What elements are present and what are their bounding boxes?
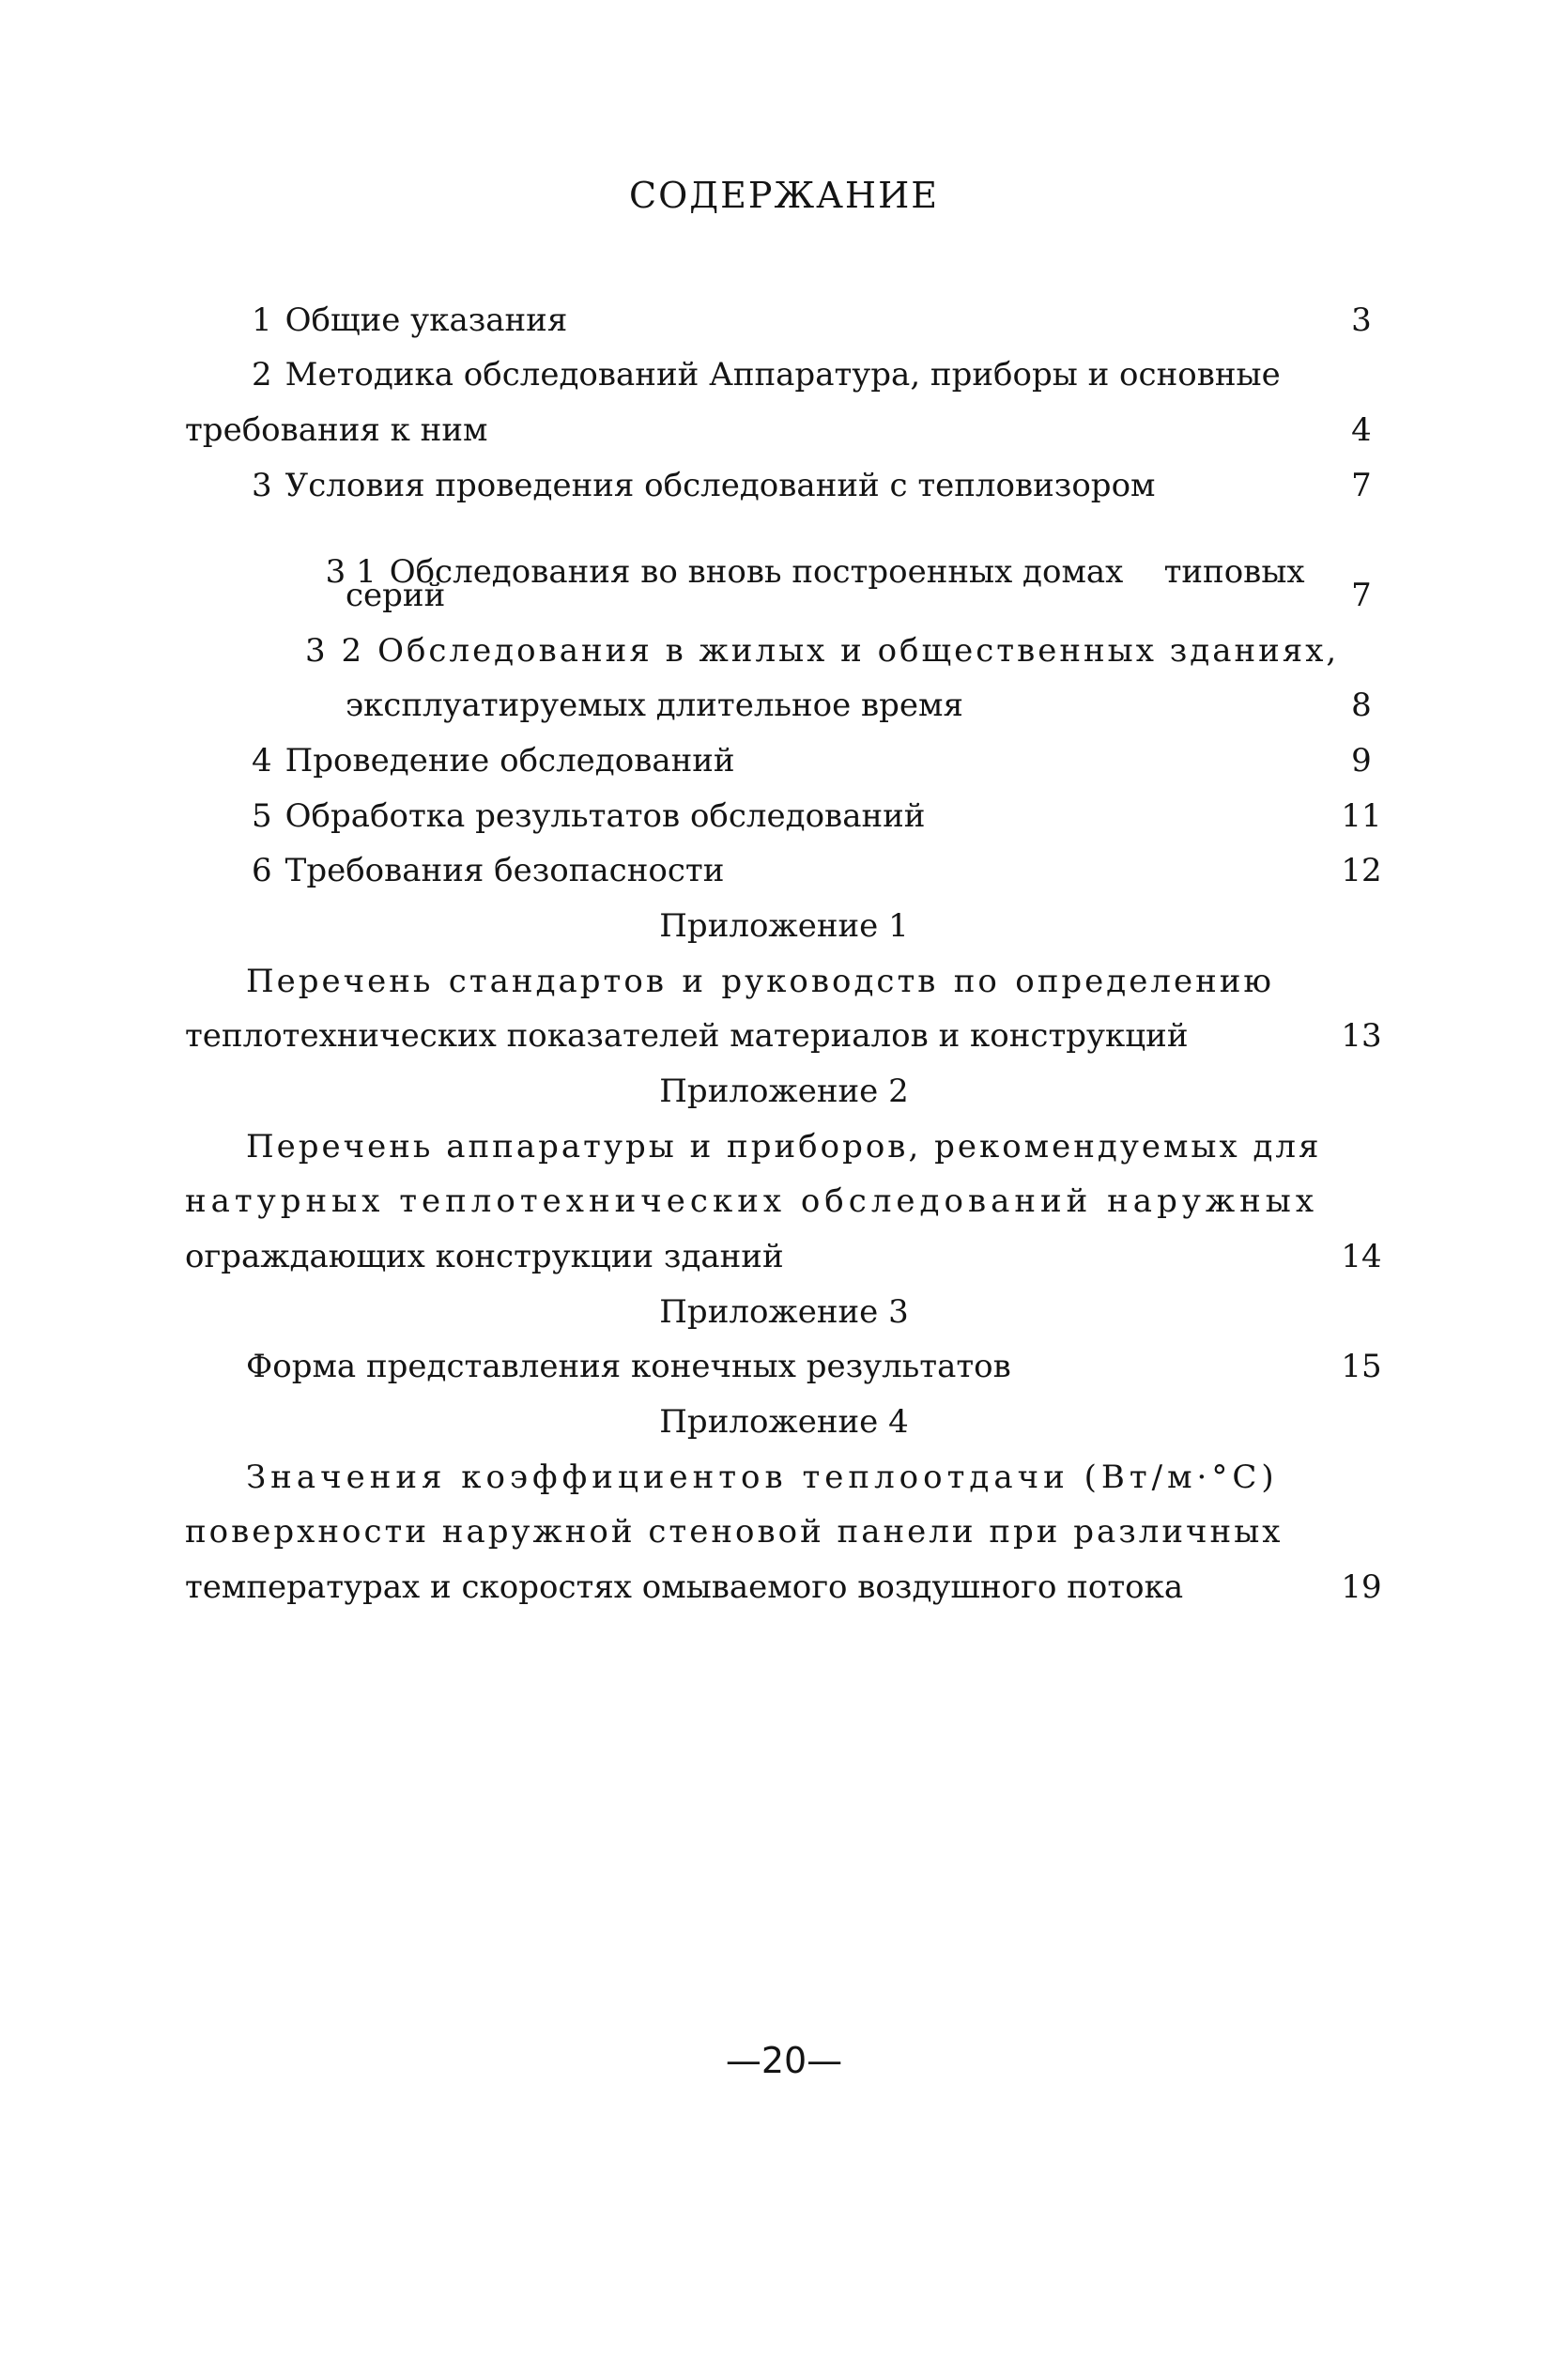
page-number: —20— — [725, 2040, 843, 2081]
toc-entry-1 — [252, 301, 568, 339]
toc-page-number: 12 — [1341, 852, 1382, 889]
appendix-2-heading: Приложение 2 — [659, 1073, 909, 1110]
toc-page-number: 9 — [1351, 742, 1372, 780]
toc-page-number: 14 — [1341, 1238, 1382, 1275]
toc-entry-3-1 — [305, 524, 1305, 591]
toc-entry-number: 1 — [252, 301, 272, 339]
page-title: СОДЕРЖАНИЕ — [629, 175, 939, 216]
toc-page-number: 3 — [1351, 301, 1372, 339]
toc-page-number: 7 — [1351, 577, 1372, 614]
toc-entry-title: Проведение обследований — [284, 742, 735, 780]
appendix-4-title-line: поверхности наружной стеновой панели при различных — [185, 1513, 1284, 1551]
toc-entry-number: 4 — [252, 742, 272, 780]
appendix-1-title-line: теплотехнических показателей материалов и конструкций — [185, 1017, 1189, 1055]
toc-entry-3-1-continuation: серий — [346, 577, 446, 614]
appendix-3-heading: Приложение 3 — [659, 1293, 909, 1331]
appendix-4-title-line: температурах и скоростях омываемого воздушного потока — [185, 1568, 1184, 1606]
toc-page-number: 19 — [1341, 1568, 1382, 1606]
appendix-3-title-line: Форма представления конечных результатов — [246, 1348, 1011, 1385]
toc-entry-number: 5 — [252, 797, 272, 835]
toc-entry-3-2 — [305, 632, 1340, 670]
toc-page-number: 8 — [1351, 687, 1372, 724]
toc-entry-4 — [252, 742, 735, 780]
toc-page-number: 7 — [1351, 467, 1372, 504]
toc-entry-number: 2 — [252, 356, 272, 394]
appendix-2-title-line: Перечень аппаратуры и приборов, рекомендуемых для — [246, 1128, 1322, 1166]
toc-entry-title: Обработка результатов обследований — [284, 797, 926, 835]
toc-entry-5 — [252, 797, 926, 835]
toc-entry-2 — [252, 356, 1281, 394]
toc-page-number: 15 — [1341, 1348, 1382, 1385]
toc-entry-6 — [252, 852, 725, 889]
toc-entry-title: Требования безопасности — [284, 852, 725, 889]
appendix-1-title-line: Перечень стандартов и руководств по определению — [246, 963, 1274, 1000]
toc-entry-number: 3 — [252, 467, 272, 504]
toc-entry-number: 3 1 — [325, 553, 377, 591]
toc-page-number: 13 — [1341, 1017, 1382, 1055]
toc-entry-title: Обследования во вновь построенных домах типовых — [389, 553, 1305, 591]
toc-entry-number: 3 2 — [305, 632, 365, 670]
appendix-2-title-line: ограждающих конструкции зданий — [185, 1238, 784, 1275]
toc-page-number: 11 — [1341, 797, 1382, 835]
toc-entry-3 — [252, 467, 1156, 504]
appendix-1-heading: Приложение 1 — [659, 907, 909, 945]
appendix-2-title-line: натурных теплотехнических обследований наружных — [185, 1182, 1319, 1220]
toc-entry-2-continuation: требования к ним — [185, 411, 488, 449]
toc-entry-title: Обследования в жилых и общественных зданиях, — [377, 632, 1340, 670]
toc-entry-3-2-continuation: эксплуатируемых длительное время — [346, 687, 963, 724]
toc-entry-title: Условия проведения обследований с тепловизором — [284, 467, 1156, 504]
toc-entry-number: 6 — [252, 852, 272, 889]
toc-entry-title: Методика обследований Аппаратура, приборы и основные — [284, 356, 1281, 394]
appendix-4-heading: Приложение 4 — [659, 1403, 909, 1441]
toc-page-number: 4 — [1351, 411, 1372, 449]
appendix-4-title-line: Значения коэффициентов теплоотдачи (Вт/м·°С) — [246, 1459, 1279, 1496]
toc-entry-title: Общие указания — [284, 301, 568, 339]
